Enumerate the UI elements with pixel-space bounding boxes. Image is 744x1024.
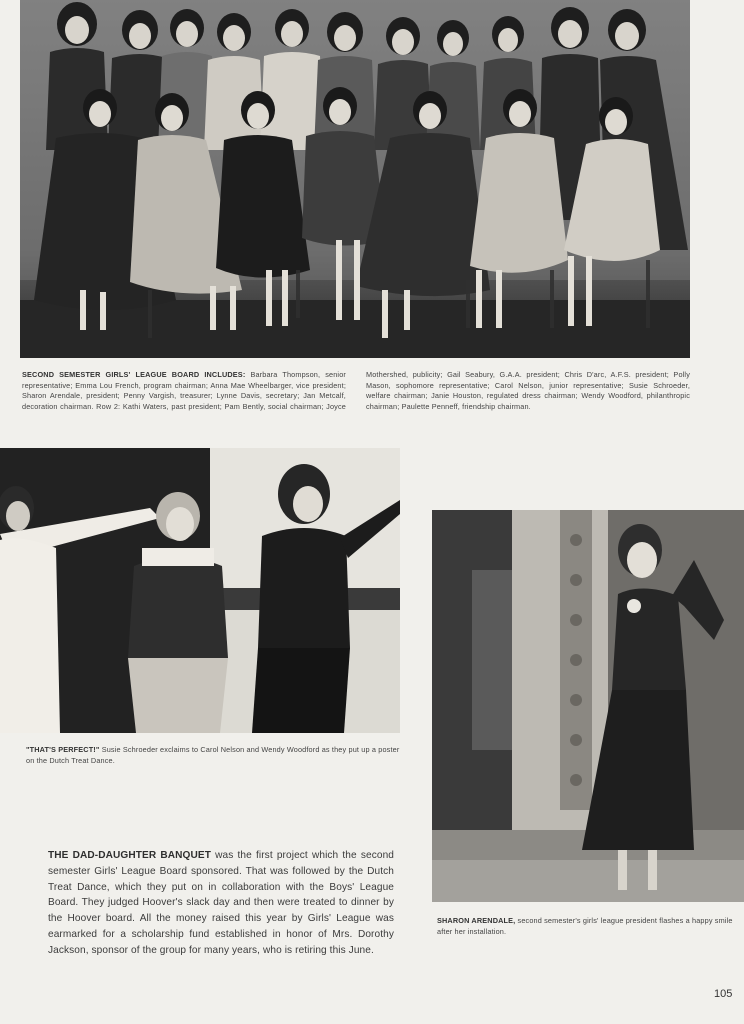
page-number: 105 bbox=[714, 988, 733, 1000]
sharon-photo bbox=[432, 510, 744, 902]
banquet-story bbox=[48, 848, 394, 959]
story-lead: THE DAD-DAUGHTER BANQUET bbox=[48, 850, 211, 861]
poster-caption-body: Susie Schroeder exclaims to Carol Nelson and Wendy Woodford as they put up a poster on the Dutch Treat Dance. bbox=[26, 745, 400, 765]
poster-photo bbox=[0, 448, 400, 733]
poster-caption bbox=[26, 745, 406, 766]
board-group-photo bbox=[20, 0, 690, 358]
sharon-caption bbox=[437, 916, 737, 937]
poster-caption-lead: "THAT'S PERFECT!" bbox=[26, 745, 100, 754]
board-caption bbox=[22, 370, 690, 412]
sharon-caption-body: second semester's girls' league president flashes a happy smile after her installation. bbox=[437, 916, 733, 936]
sharon-caption-lead: SHARON ARENDALE, bbox=[437, 916, 516, 925]
board-caption-lead: SECOND SEMESTER GIRLS' LEAGUE BOARD INCLUDES: bbox=[22, 370, 246, 379]
story-body: was the first project which the second semester Girls' League Board sponsored. That was followed by the Dutch Treat Dance, which they put on in collaboration with the Boys' League Board. They judged Hoover's slack day and then were treated to dinner by the Hoover board. All the money raised this year by Girls' League was earmarked for a scholarship fund established in honor of Mrs. Dorothy Jackson, sponsor of the group for many years, who is retiring this June. bbox=[48, 850, 395, 956]
board-caption-body: Barbara Thompson, senior representative; Emma Lou French, program chairman; Anna Mae Wheelbarger, vice president; Sharon Arendale, president; Penny Vargish, treasurer; Lynne Davis, secretary; Jan Metcalf, decoration chairman. Row 2: Kathi Waters, past president; Pam Bently, social chairman; Joyce Mothershed, publicity; Gail Seabury, G.A.A. president; Chris D'arc, A.F.S. president; Polly Mason, sophomore representative; Carol Nelson, junior representative; Susie Schroeder, welfare chairman; Janie Houston, regulated dress chairman; Wendy Woodford, philanthropic chairman; Paulette Penneff, friendship chairman. bbox=[22, 370, 690, 411]
